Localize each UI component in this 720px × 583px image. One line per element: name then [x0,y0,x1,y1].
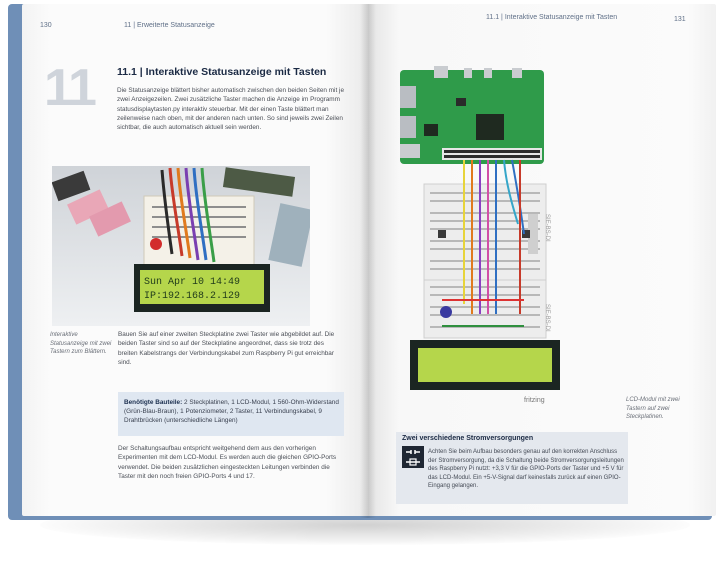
intro-paragraph: Die Statusanzeige blättert bisher automatisch zwischen den beiden Seiten mit je zwei Anzeigezeilen. Zwei zusätzliche Taster machen die Anzeige im Programm statusdisplaytasten.py interaktiv steuerbar. Mit der einen Taste blättert man zeilenweise nach oben, mit der anderen nach unten. So sind jeweils zwei Zeilen sichtbar, die auch automatisch aktuell sein werden. [117,87,344,132]
fritzing-circuit-diagram [394,64,574,404]
fritzing-label: fritzing [524,397,545,404]
photo-caption: Interaktive Statusanzeige mit zwei Tastern zum Blättern. [50,332,112,355]
left-running-header: 11 | Erweiterte Statusanzeige [124,22,215,29]
breadboard-photo [52,166,310,326]
info-title: Zwei verschiedene Stromversorgungen [402,435,534,442]
parts-box-content [124,398,340,426]
section-title: 11.1 | Interaktive Statusanzeige mit Tasten [117,66,327,78]
left-page-number: 130 [40,22,52,29]
info-box [396,432,628,504]
right-running-header: 11.1 | Interaktive Statusanzeige mit Tasten [486,14,618,21]
right-page-number: 131 [674,16,686,23]
diagram-caption: LCD-Modul mit zwei Tastern auf zwei Steckplatinen. [626,397,680,420]
photo-lcd-line1: Sun Apr 10 14:49 [144,277,241,288]
left-page [22,4,368,516]
photo-lcd-line2: IP:192.168.2.129 [144,291,241,302]
breadboard-label-bottom: SIE-BS-DI [544,304,550,332]
paragraph-3: Der Schaltungsaufbau entspricht weitgehend dem aus den vorherigen Experimenten mit dem LCD-Modul. Es werden auch die gleichen GPIO-Ports verwendet. Die beiden zusätzlichen eingesteckten Leitungen verbinden die Taster mit den noch freien GPIO-Ports 4 und 17. [118,445,337,480]
info-text: Achten Sie beim Aufbau besonders genau auf den korrekten Anschluss der Stromversorgung, da die Schaltung beide Stromversorgungsleitungen des Raspberry Pi nutzt: +3,3 V für die GPIO-Ports der Taster und +5 V für das LCD-Modul. Ein +5-V-Signal darf keinesfalls zurück auf einen GPIO-Eingang gelangen. [428,449,624,490]
parts-box [118,392,344,436]
right-page [368,4,716,516]
breadboard-label-top: SIE-BS-DI [544,214,550,242]
parts-box-text: 2 Steckplatinen, 1 LCD-Modul, 1 560-Ohm-Widerstand (Grün-Blau-Braun), 1 Potenziometer, 2 Taster, 11 Verbindungskabel, 9 Drahtbrücken (unterschiedliche Längen) [124,399,339,425]
book-cover [8,4,712,520]
circuit-icon [402,446,424,468]
parts-box-label: Benötigte Bauteile: [124,399,183,406]
paragraph-2: Bauen Sie auf einer zweiten Steckplatine zwei Taster wie abgebildet auf. Die beiden Taster sind so auf der Steckplatine angeordnet, dass sie trotz des breiten Kabelstrangs der Verbindungskabel zum Raspberry Pi gut erreichbar sind. [118,331,335,366]
breadboard-photo-illustration [52,166,310,326]
chapter-number: 11 [44,59,95,117]
book-gutter [360,4,376,518]
